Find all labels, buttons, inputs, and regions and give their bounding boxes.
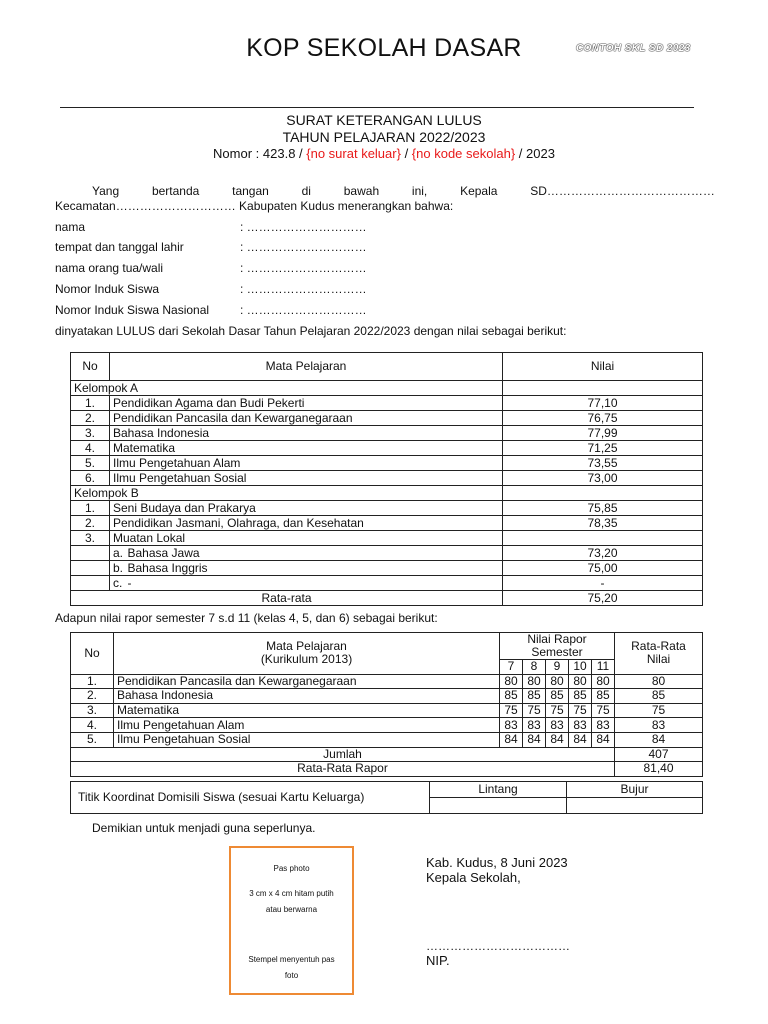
- row-score: 85: [569, 689, 592, 704]
- empty-cell: [503, 381, 703, 396]
- row-average: 83: [615, 718, 703, 733]
- sub-letter: a.: [110, 546, 128, 561]
- table-row: [71, 546, 703, 561]
- coordinates-header-row: [71, 782, 703, 798]
- table-row: [71, 426, 703, 441]
- semester-number: 11: [592, 660, 615, 675]
- row-subject: Ilmu Pengetahuan Sosial: [110, 471, 503, 486]
- nomor-separator: /: [400, 146, 412, 161]
- row-no: 4.: [71, 441, 110, 456]
- header-subject-line2: (Kurikulum 2013): [260, 652, 353, 667]
- row-subject: Ilmu Pengetahuan Alam: [114, 718, 500, 733]
- row-value: 78,35: [503, 516, 703, 531]
- row-value: 73,20: [503, 546, 703, 561]
- row-no: 4.: [71, 718, 114, 733]
- intro-word: Yang: [92, 184, 120, 198]
- semester-number: 9: [546, 660, 569, 675]
- row-subject: Bahasa Indonesia: [114, 689, 500, 704]
- empty-cell: [71, 561, 110, 576]
- row-average: 75: [615, 703, 703, 718]
- row-no: 3.: [71, 703, 114, 718]
- table-row: [71, 732, 703, 747]
- stamp-note-line1: Stempel menyentuh pas: [248, 955, 335, 964]
- table-header-row: [71, 353, 703, 381]
- average-label: Rata-rata: [71, 591, 503, 606]
- header-subject: [114, 633, 500, 675]
- longitude-header: Bujur: [567, 782, 703, 798]
- row-score: 80: [569, 674, 592, 689]
- field-label-nama: nama: [55, 220, 86, 234]
- photo-label: Pas photo: [273, 864, 310, 873]
- row-score: 80: [592, 674, 615, 689]
- row-subject: Pendidikan Jasmani, Olahraga, dan Kesehatan: [110, 516, 503, 531]
- table-row: [71, 689, 703, 704]
- field-value-nama: : …………………………: [240, 220, 367, 234]
- table-row: [71, 396, 703, 411]
- row-no: 2.: [71, 689, 114, 704]
- total-label: Jumlah: [71, 747, 615, 762]
- semester-number: 7: [500, 660, 523, 675]
- signature-place-date: Kab. Kudus, 8 Juni 2023: [426, 855, 568, 870]
- row-score: 83: [546, 718, 569, 733]
- row-value: 71,25: [503, 441, 703, 456]
- document-number: [0, 146, 768, 161]
- field-value-parent: : …………………………: [240, 261, 367, 275]
- table-row: [71, 674, 703, 689]
- intro-line-2: Kecamatan………………………… Kabupaten Kudus menerangkan bahwa:: [55, 199, 454, 213]
- sub-letter: b.: [110, 561, 128, 576]
- intro-word: bertanda: [151, 184, 200, 198]
- nomor-kode-placeholder: {no kode sekolah}: [411, 146, 516, 161]
- intro-line-1: [55, 184, 715, 198]
- row-subject: Pendidikan Pancasila dan Kewarganegaraan: [110, 411, 503, 426]
- row-subject: Muatan Lokal: [110, 531, 503, 546]
- document-title: SURAT KETERANGAN LULUS: [286, 112, 482, 128]
- table-row: [71, 703, 703, 718]
- latitude-header: Lintang: [430, 782, 567, 798]
- sample-watermark: CONTOH SKL SD 2023: [576, 43, 691, 54]
- row-score: 83: [523, 718, 546, 733]
- empty-cell: [71, 576, 110, 591]
- row-subject: Pendidikan Pancasila dan Kewarganegaraan: [114, 674, 500, 689]
- letterhead-title: KOP SEKOLAH DASAR: [246, 34, 522, 62]
- signature-role: Kepala Sekolah,: [426, 870, 521, 885]
- row-value: -: [503, 576, 703, 591]
- intro-word: bawah: [343, 184, 380, 198]
- row-score: 83: [592, 718, 615, 733]
- row-average: 84: [615, 732, 703, 747]
- header-no: No: [71, 353, 110, 381]
- row-score: 85: [523, 689, 546, 704]
- row-no: 2.: [71, 411, 110, 426]
- longitude-value: [567, 798, 703, 814]
- nomor-prefix: Nomor : 423.8 /: [213, 146, 307, 161]
- signature-dots: ………………………………: [426, 939, 570, 953]
- header-average: [615, 633, 703, 675]
- stamp-note: [231, 952, 352, 984]
- row-score: 75: [592, 703, 615, 718]
- table-header-row: [71, 633, 703, 660]
- row-score: 84: [523, 732, 546, 747]
- sub-subject: -: [128, 576, 503, 591]
- row-value: 77,99: [503, 426, 703, 441]
- field-value-nisn: : …………………………: [240, 303, 367, 317]
- row-subject: Seni Budaya dan Prakarya: [110, 501, 503, 516]
- academic-year: TAHUN PELAJARAN 2022/2023: [282, 129, 486, 145]
- sub-letter: c.: [110, 576, 128, 591]
- graduation-statement: dinyatakan LULUS dari Sekolah Dasar Tahun Pelajaran 2022/2023 dengan nilai sebagai berikut:: [55, 324, 567, 338]
- row-no: 6.: [71, 471, 110, 486]
- field-label-nisn: Nomor Induk Siswa Nasional: [55, 303, 210, 317]
- row-score: 80: [523, 674, 546, 689]
- row-no: 5.: [71, 456, 110, 471]
- group-a-label: Kelompok A: [71, 381, 503, 396]
- field-value-nis: : …………………………: [240, 282, 367, 296]
- row-no: 1.: [71, 501, 110, 516]
- semester-number: 8: [523, 660, 546, 675]
- average-value: 75,20: [503, 591, 703, 606]
- row-no: 2.: [71, 516, 110, 531]
- report-card-table: [70, 632, 703, 777]
- intro-word: ini,: [411, 184, 428, 198]
- empty-cell: [503, 531, 703, 546]
- rapor-average-value: 81,40: [615, 762, 703, 777]
- field-label-parent: nama orang tua/wali: [55, 261, 164, 275]
- header-no: No: [71, 633, 114, 675]
- rapor-average-label: Rata-Rata Rapor: [71, 762, 615, 777]
- table-row: [71, 576, 703, 591]
- row-value: 73,00: [503, 471, 703, 486]
- nomor-suffix: / 2023: [515, 146, 555, 161]
- row-score: 85: [592, 689, 615, 704]
- semester-number: 10: [569, 660, 592, 675]
- row-average: 80: [615, 674, 703, 689]
- header-value: Nilai: [503, 353, 703, 381]
- row-score: 84: [569, 732, 592, 747]
- row-score: 84: [592, 732, 615, 747]
- table-row: [71, 501, 703, 516]
- row-score: 75: [500, 703, 523, 718]
- row-value: 77,10: [503, 396, 703, 411]
- row-no: 3.: [71, 531, 110, 546]
- group-b-label: Kelompok B: [71, 486, 503, 501]
- intro-word: di: [301, 184, 311, 198]
- intro-word: tangan: [232, 184, 269, 198]
- rapor-average-row: [71, 762, 703, 777]
- average-row: [71, 591, 703, 606]
- row-subject: Ilmu Pengetahuan Sosial: [114, 732, 500, 747]
- empty-cell: [503, 486, 703, 501]
- header-semester: Nilai Rapor Semester: [500, 633, 615, 660]
- stamp-note-line2: foto: [284, 971, 299, 980]
- table-row: [71, 471, 703, 486]
- table-row: [71, 561, 703, 576]
- table-row: [71, 441, 703, 456]
- photo-size-line1: 3 cm x 4 cm hitam putih: [249, 889, 334, 898]
- header-average-line2: Nilai: [646, 652, 671, 667]
- table-row: [71, 516, 703, 531]
- table-row: [71, 531, 703, 546]
- row-no: 3.: [71, 426, 110, 441]
- header-subject: Mata Pelajaran: [110, 353, 503, 381]
- field-label-nis: Nomor Induk Siswa: [55, 282, 160, 296]
- field-value-ttl: : …………………………: [240, 240, 367, 254]
- row-score: 85: [546, 689, 569, 704]
- row-value: 76,75: [503, 411, 703, 426]
- intro-word: Kepala: [460, 184, 498, 198]
- row-average: 85: [615, 689, 703, 704]
- coordinates-table: [70, 781, 703, 814]
- row-score: 83: [500, 718, 523, 733]
- row-score: 75: [569, 703, 592, 718]
- row-subject: Ilmu Pengetahuan Alam: [110, 456, 503, 471]
- sub-subject: Bahasa Inggris: [128, 561, 503, 576]
- group-row: [71, 381, 703, 396]
- photo-size-line2: atau berwarna: [265, 905, 318, 914]
- coordinates-label: Titik Koordinat Domisili Siswa (sesuai Kartu Keluarga): [71, 782, 430, 814]
- row-score: 80: [500, 674, 523, 689]
- intro-word: SD……………………………………: [530, 184, 715, 198]
- closing-statement: Demikian untuk menjadi guna seperlunya.: [92, 821, 316, 835]
- header-subject-line1: Mata Pelajaran: [266, 639, 347, 654]
- row-score: 80: [546, 674, 569, 689]
- row-score: 83: [569, 718, 592, 733]
- total-value: 407: [615, 747, 703, 762]
- row-no: 1.: [71, 674, 114, 689]
- row-subject: Matematika: [110, 441, 503, 456]
- signature-nip: NIP.: [426, 953, 450, 968]
- empty-cell: [71, 546, 110, 561]
- row-value: 75,85: [503, 501, 703, 516]
- row-score: 84: [546, 732, 569, 747]
- photo-placeholder: [229, 846, 354, 995]
- table-row: [71, 718, 703, 733]
- photo-size-note: [231, 886, 352, 918]
- row-score: 75: [523, 703, 546, 718]
- row-no: 1.: [71, 396, 110, 411]
- row-subject: Matematika: [114, 703, 500, 718]
- row-score: 84: [500, 732, 523, 747]
- rapor-intro: Adapun nilai rapor semester 7 s.d 11 (kelas 4, 5, dan 6) sebagai berikut:: [55, 611, 438, 625]
- header-average-line1: Rata-Rata: [631, 639, 686, 654]
- table-row: [71, 456, 703, 471]
- nomor-surat-placeholder: {no surat keluar}: [306, 146, 401, 161]
- sub-subject: Bahasa Jawa: [128, 546, 503, 561]
- row-subject: Bahasa Indonesia: [110, 426, 503, 441]
- row-value: 73,55: [503, 456, 703, 471]
- row-no: 5.: [71, 732, 114, 747]
- row-subject: Pendidikan Agama dan Budi Pekerti: [110, 396, 503, 411]
- row-score: 75: [546, 703, 569, 718]
- header-divider: [60, 107, 694, 108]
- table-row: [71, 411, 703, 426]
- latitude-value: [430, 798, 567, 814]
- row-score: 85: [500, 689, 523, 704]
- field-label-ttl: tempat dan tanggal lahir: [55, 240, 184, 254]
- total-row: [71, 747, 703, 762]
- group-row: [71, 486, 703, 501]
- row-value: 75,00: [503, 561, 703, 576]
- final-grades-table: [70, 352, 703, 606]
